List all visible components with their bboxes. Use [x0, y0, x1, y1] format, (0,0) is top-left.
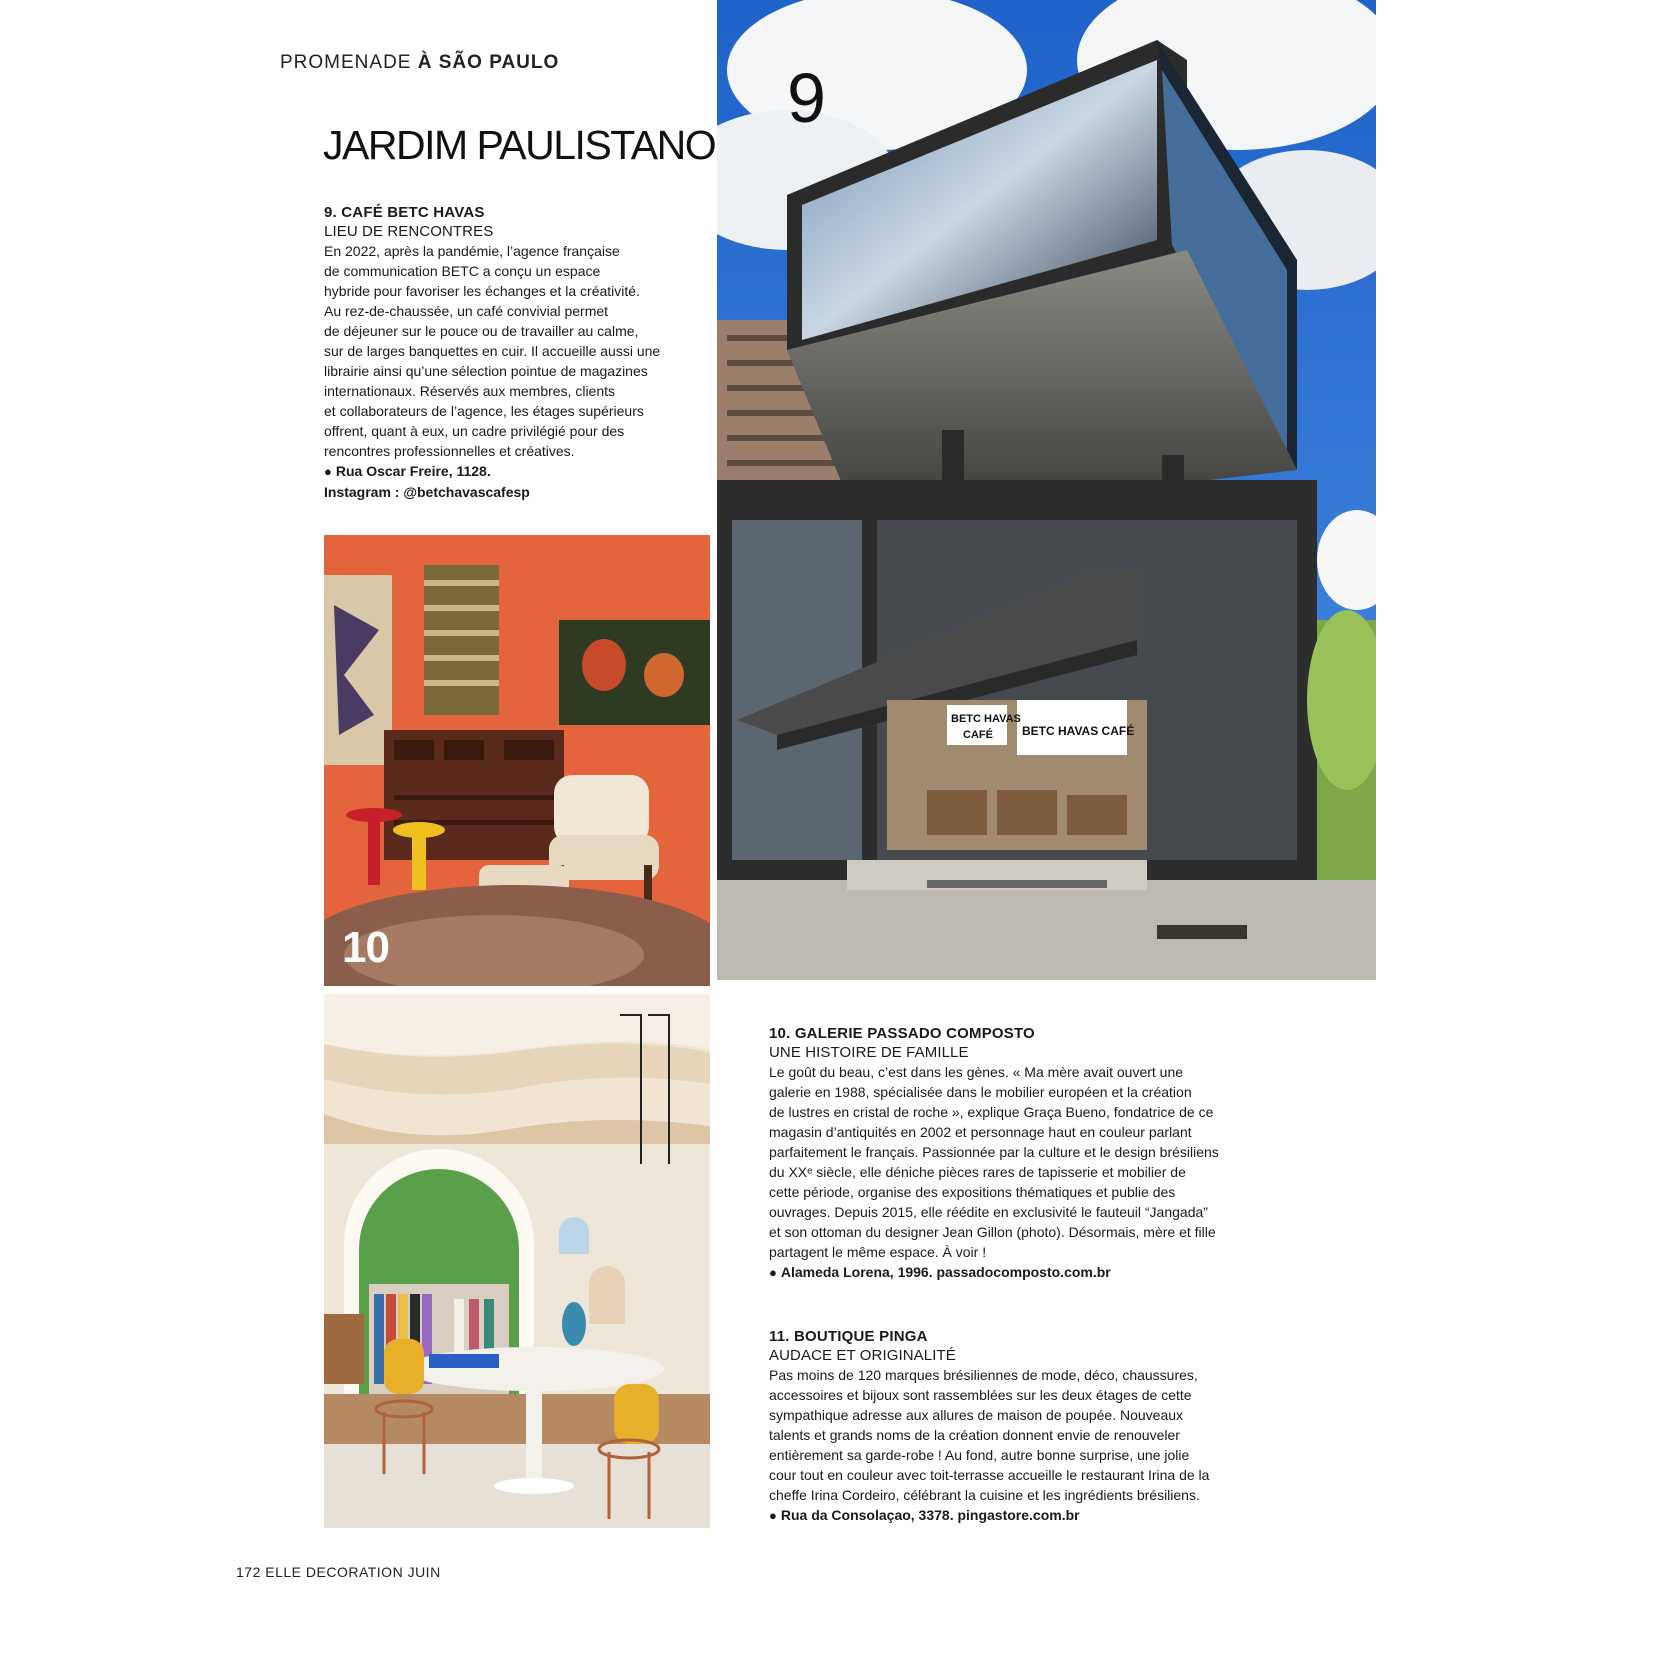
cafe-sign2-line-1: BETC HAVAS CAFÉ	[1022, 724, 1135, 738]
body-line: de déjeuner sur le pouce ou de travailler au calme,	[324, 323, 639, 339]
body-line: et collaborateurs de l’agence, les étages supérieurs	[324, 403, 644, 419]
galerie-illustration	[324, 535, 710, 986]
bullet-icon: ●	[324, 464, 332, 479]
entry-galerie-passado	[769, 1024, 1239, 1283]
body-line: sur de larges banquettes en cuir. Il accueille aussi une	[324, 343, 661, 359]
cafe-sign-line-1: BETC HAVAS	[951, 713, 1021, 725]
body-line: entièrement sa garde-robe ! Au fond, autre bonne surprise, une jolie	[769, 1447, 1190, 1463]
entry-boutique-pinga	[769, 1327, 1239, 1526]
body-line: parfaitement le français. Passionnée par la culture et le design brésiliens	[769, 1144, 1219, 1160]
body-line: talents et grands noms de la création donnent envie de renouveler	[769, 1427, 1180, 1443]
kicker-prefix: PROMENADE	[280, 52, 412, 73]
entry-address	[769, 1262, 1239, 1283]
photo-number-outline	[620, 1014, 670, 1164]
body-line: offrent, quant à eux, un cadre privilégié pour des	[324, 423, 625, 439]
bullet-icon: ●	[769, 1508, 777, 1523]
page-title: JARDIM PAULISTANO	[323, 122, 716, 168]
body-line: de communication BETC a conçu un espace	[324, 263, 601, 279]
body-line: du XXᵉ siècle, elle déniche pièces rares de tapisserie et mobilier de	[769, 1164, 1186, 1180]
entry-body	[769, 1365, 1239, 1505]
entry-body	[769, 1062, 1239, 1262]
body-line: Le goût du beau, c’est dans les gènes. « Ma mère avait ouvert une	[769, 1064, 1184, 1080]
photo-boutique-pinga	[324, 994, 710, 1528]
entry-subtitle: AUDACE ET ORIGINALITÉ	[769, 1347, 956, 1364]
address-line: Rua Oscar Freire, 1128.	[335, 463, 491, 479]
photo-number: 10	[342, 923, 389, 972]
entry-body	[324, 241, 684, 461]
body-line: sympathique adresse aux allures de maison de poupée. Nouveaux	[769, 1407, 1184, 1423]
page-footer: 172 ELLE DECORATION JUIN	[236, 1564, 441, 1580]
bullet-icon: ●	[769, 1265, 777, 1280]
body-line: internationaux. Réservés aux membres, clients	[324, 383, 616, 399]
cafe-sign-line-2: CAFÉ	[963, 729, 993, 741]
entry-address	[769, 1505, 1239, 1526]
body-line: magasin d’antiquités en 2002 et personnage haut en couleur parlant	[769, 1124, 1192, 1140]
body-line: cheffe Irina Cordeiro, célébrant la cuisine et les ingrédients brésiliens.	[769, 1487, 1200, 1503]
entry-subtitle: LIEU DE RENCONTRES	[324, 223, 494, 240]
body-line: cette période, organise des expositions thématiques et publie des	[769, 1184, 1176, 1200]
entry-title: 9. CAFÉ BETC HAVAS	[324, 204, 485, 221]
section-kicker	[280, 52, 559, 74]
body-line: accessoires et bijoux sont rassemblées sur les deux étages de cette	[769, 1387, 1192, 1403]
body-line: Pas moins de 120 marques brésiliennes de mode, déco, chaussures,	[769, 1367, 1198, 1383]
body-line: cour tout en couleur avec toit-terrasse accueille le restaurant Irina de la	[769, 1467, 1210, 1483]
address-line: Alameda Lorena, 1996. passadocomposto.com.br	[780, 1264, 1111, 1280]
body-line: hybride pour favoriser les échanges et la créativité.	[324, 283, 640, 299]
body-line: ouvrages. Depuis 2015, elle réédite en exclusivité le fauteuil “Jangada”	[769, 1204, 1208, 1220]
entry-address	[324, 461, 684, 482]
body-line: rencontres professionnelles et créatives.	[324, 443, 575, 459]
body-line: En 2022, après la pandémie, l’agence française	[324, 243, 620, 259]
entry-title: 10. GALERIE PASSADO COMPOSTO	[769, 1025, 1035, 1042]
entry-subtitle: UNE HISTOIRE DE FAMILLE	[769, 1044, 969, 1061]
photo-cafe-betc-havas	[717, 0, 1376, 980]
entry-title: 11. BOUTIQUE PINGA	[769, 1328, 928, 1345]
photo-number: 9	[787, 59, 826, 137]
body-line: de lustres en cristal de roche », explique Graça Bueno, fondatrice de ce	[769, 1104, 1214, 1120]
entry-cafe-betc	[324, 203, 684, 502]
body-line: galerie en 1988, spécialisée dans le mobilier européen et la création	[769, 1084, 1192, 1100]
cafe-illustration	[717, 0, 1376, 980]
body-line: librairie ainsi qu’une sélection pointue de magazines	[324, 363, 648, 379]
entry-instagram: Instagram : @betchavascafesp	[324, 484, 530, 500]
body-line: et son ottoman du designer Jean Gillon (photo). Désormais, mère et fille	[769, 1224, 1216, 1240]
body-line: Au rez-de-chaussée, un café convivial permet	[324, 303, 609, 319]
kicker-place: À SÃO PAULO	[417, 52, 560, 73]
body-line: partagent le même espace. À voir !	[769, 1244, 987, 1260]
photo-galerie-passado	[324, 535, 710, 986]
address-line: Rua da Consolaçao, 3378. pingastore.com.br	[780, 1507, 1080, 1523]
